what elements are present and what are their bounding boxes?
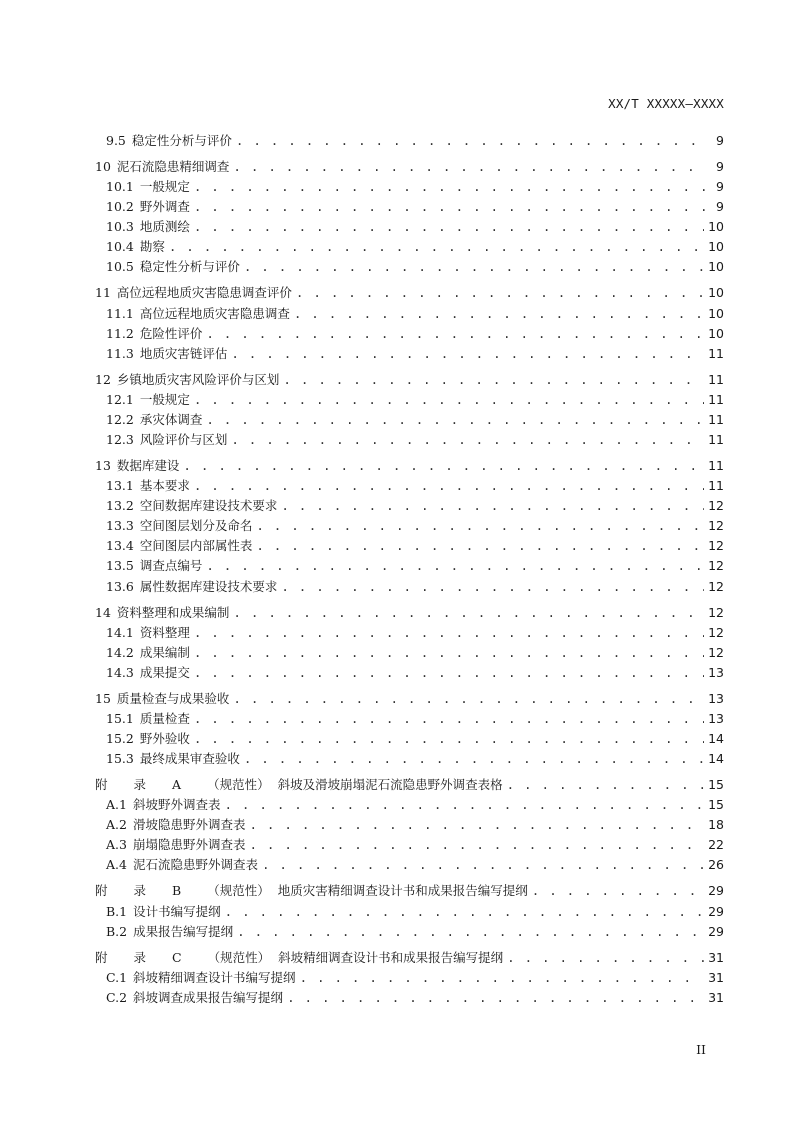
dot-leader bbox=[281, 496, 704, 516]
toc-subsection-entry[interactable] bbox=[92, 643, 724, 663]
toc-page-number: 11 bbox=[708, 478, 724, 494]
toc-subsection-entry[interactable] bbox=[92, 430, 724, 450]
dot-leader bbox=[233, 689, 704, 709]
toc-entry-title bbox=[106, 390, 190, 410]
toc-entry-text: 斜坡野外调查表 bbox=[132, 797, 221, 813]
toc-entry-number: 15.2 bbox=[106, 730, 134, 746]
toc-subsection-entry[interactable] bbox=[92, 344, 724, 364]
toc-entry-text: 地质测绘 bbox=[139, 219, 190, 235]
toc-page-number: 14 bbox=[708, 730, 724, 746]
appendix-word-1: 附 bbox=[95, 949, 108, 965]
toc-entry-title bbox=[106, 988, 283, 1008]
dot-leader bbox=[231, 344, 704, 364]
dot-leader bbox=[233, 157, 706, 177]
toc-entry-number: B.2 bbox=[106, 923, 128, 939]
dot-leader bbox=[256, 516, 704, 536]
toc-entry-title bbox=[106, 922, 233, 942]
toc-entry-title bbox=[106, 536, 252, 556]
toc-entry-title bbox=[106, 835, 245, 855]
dot-leader bbox=[300, 968, 705, 988]
toc-page-number: 12 bbox=[708, 498, 724, 514]
toc-page-number: 11 bbox=[708, 457, 724, 473]
toc-subsection-entry[interactable] bbox=[92, 663, 724, 683]
toc-page-number: 9 bbox=[716, 158, 724, 174]
toc-entry-number: 10.5 bbox=[106, 259, 134, 275]
toc-entry-number: 9.5 bbox=[106, 133, 126, 148]
dot-leader bbox=[225, 902, 704, 922]
toc-entry-number: 11 bbox=[95, 285, 111, 301]
toc-entry-number: 12.2 bbox=[106, 411, 134, 427]
toc-page-number: 12 bbox=[708, 558, 724, 574]
dot-leader bbox=[194, 197, 706, 217]
toc-entry-title bbox=[106, 496, 277, 516]
toc-entry-title bbox=[106, 815, 245, 835]
toc-entry-text: 乡镇地质灾害风险评价与区划 bbox=[116, 371, 280, 387]
appendix-kind: （规范性） bbox=[207, 949, 271, 965]
toc-entry-text: 数据库建设 bbox=[116, 457, 180, 473]
toc-entry-title bbox=[106, 197, 190, 217]
toc-entry-title bbox=[106, 795, 220, 815]
toc-entry-title bbox=[106, 855, 258, 875]
toc-entry-text: 承灾体调查 bbox=[139, 411, 203, 427]
appendix-letter: A bbox=[172, 777, 182, 793]
toc-subsection-entry[interactable] bbox=[92, 556, 724, 576]
appendix-word-1: 附 bbox=[95, 883, 108, 899]
toc-entry-number: A.1 bbox=[106, 797, 127, 813]
dot-leader bbox=[194, 709, 704, 729]
dot-leader bbox=[169, 237, 704, 257]
appendix-title-text: 斜坡精细调查设计书和成果报告编写提纲 bbox=[278, 949, 504, 965]
dot-leader bbox=[244, 749, 704, 769]
toc-subsection-entry[interactable] bbox=[92, 197, 724, 217]
toc-page-number: 9 bbox=[716, 179, 724, 195]
toc-entry-number: 13.5 bbox=[106, 558, 134, 574]
standard-code-header: XX/T XXXXX—XXXX bbox=[608, 96, 724, 111]
appendix-kind: （规范性） bbox=[207, 777, 270, 793]
toc-appendix-title bbox=[95, 775, 503, 795]
toc-entry-title bbox=[106, 324, 202, 344]
dot-leader bbox=[287, 988, 704, 1008]
toc-page-number: 11 bbox=[708, 431, 724, 447]
toc-entry-title bbox=[106, 476, 190, 496]
toc-entry-number: 15 bbox=[95, 690, 111, 706]
toc-entry-number: A.3 bbox=[106, 837, 127, 853]
toc-entry-number: 12 bbox=[95, 371, 111, 387]
toc-page-number: 14 bbox=[708, 751, 724, 767]
toc-entry-title bbox=[106, 709, 190, 729]
toc-appendix-entry[interactable] bbox=[92, 948, 724, 968]
dot-leader bbox=[194, 663, 704, 683]
toc-entry-title bbox=[95, 283, 292, 303]
dot-leader bbox=[231, 430, 704, 450]
toc-entry-number: 13.4 bbox=[106, 538, 134, 554]
toc-page-number: 10 bbox=[708, 325, 724, 341]
page-number: II bbox=[696, 1042, 706, 1057]
dot-leader bbox=[194, 177, 706, 197]
toc-entry-text: 野外验收 bbox=[139, 730, 190, 746]
toc-page-number: 11 bbox=[708, 391, 724, 407]
toc-entry-title bbox=[106, 344, 227, 364]
toc-entry-number: 15.1 bbox=[106, 710, 134, 726]
toc-entry-text: 崩塌隐患野外调查表 bbox=[132, 837, 246, 853]
toc-entry-title bbox=[106, 304, 290, 324]
toc-subsection-entry[interactable] bbox=[92, 709, 724, 729]
toc-entry-number: 14.3 bbox=[106, 664, 134, 680]
toc-subsection-entry[interactable] bbox=[92, 131, 724, 151]
appendix-letter: C bbox=[172, 949, 182, 965]
toc-entry-title bbox=[106, 516, 252, 536]
appendix-word-2: 录 bbox=[133, 777, 147, 793]
dot-leader bbox=[237, 922, 704, 942]
toc-entry-text: 属性数据库建设技术要求 bbox=[139, 578, 278, 594]
toc-entry-title bbox=[106, 410, 202, 430]
toc-page-number: 12 bbox=[708, 644, 724, 660]
toc-page-number: 12 bbox=[708, 578, 724, 594]
toc-entry-title bbox=[106, 902, 221, 922]
toc-entry-number: B.1 bbox=[106, 903, 128, 919]
toc-entry-text: 质量检查 bbox=[139, 710, 190, 726]
toc-entry-text: 风险评价与区划 bbox=[139, 431, 228, 447]
dot-leader bbox=[194, 217, 704, 237]
toc-entry-text: 地质灾害链评估 bbox=[139, 345, 228, 361]
toc-section-entry[interactable] bbox=[92, 603, 724, 623]
toc-entry-title bbox=[106, 556, 202, 576]
toc-entry-text: 危险性评价 bbox=[139, 325, 203, 341]
dot-leader bbox=[183, 456, 704, 476]
toc-appendix-entry[interactable] bbox=[92, 881, 724, 901]
toc-page-number: 22 bbox=[708, 837, 724, 853]
toc-entry-text: 质量检查与成果验收 bbox=[116, 690, 230, 706]
toc-subsection-entry[interactable] bbox=[92, 237, 724, 257]
dot-leader bbox=[507, 775, 705, 795]
toc-subsection-entry[interactable] bbox=[92, 835, 724, 855]
toc-entry-text: 勘察 bbox=[139, 239, 165, 255]
dot-leader bbox=[249, 815, 704, 835]
toc-subsection-entry[interactable] bbox=[92, 902, 724, 922]
appendix-letter: B bbox=[172, 883, 182, 899]
appendix-word-2: 录 bbox=[133, 949, 147, 965]
toc-page-number: 9 bbox=[716, 199, 724, 215]
toc-appendix-title bbox=[95, 948, 503, 968]
toc-page-number: 15 bbox=[708, 777, 724, 793]
toc-subsection-entry[interactable] bbox=[92, 304, 724, 324]
toc-page-number: 10 bbox=[708, 219, 724, 235]
toc-page-number: 13 bbox=[708, 664, 724, 680]
toc-page-number: 12 bbox=[708, 538, 724, 554]
toc-subsection-entry[interactable] bbox=[92, 390, 724, 410]
dot-leader bbox=[294, 304, 704, 324]
toc-entry-text: 设计书编写提纲 bbox=[133, 903, 221, 919]
dot-leader bbox=[281, 577, 704, 597]
toc-page-number: 15 bbox=[708, 797, 724, 813]
toc-page-number: 11 bbox=[708, 371, 724, 387]
toc-appendix-entry[interactable] bbox=[92, 775, 724, 795]
appendix-title-text: 斜坡及滑坡崩塌泥石流隐患野外调查表格 bbox=[277, 777, 503, 793]
toc-entry-text: 空间数据库建设技术要求 bbox=[139, 498, 278, 514]
dot-leader bbox=[532, 881, 704, 901]
toc-entry-number: 10.4 bbox=[106, 239, 134, 255]
dot-leader bbox=[262, 855, 704, 875]
toc-subsection-entry[interactable] bbox=[92, 577, 724, 597]
toc-entry-number: 10.1 bbox=[106, 179, 134, 195]
toc-entry-text: 调查点编号 bbox=[139, 558, 203, 574]
toc-page-number: 31 bbox=[708, 969, 724, 985]
toc-entry-title bbox=[106, 237, 165, 257]
toc-subsection-entry[interactable] bbox=[92, 217, 724, 237]
toc-subsection-entry[interactable] bbox=[92, 795, 724, 815]
toc-section-entry[interactable] bbox=[92, 157, 724, 177]
toc-subsection-entry[interactable] bbox=[92, 623, 724, 643]
toc-section-entry[interactable] bbox=[92, 456, 724, 476]
dot-leader bbox=[224, 795, 704, 815]
toc-entry-text: 空间图层划分及命名 bbox=[139, 518, 253, 534]
dot-leader bbox=[206, 324, 704, 344]
toc-entry-text: 一般规定 bbox=[139, 391, 190, 407]
toc-entry-text: 成果编制 bbox=[139, 644, 190, 660]
toc-subsection-entry[interactable] bbox=[92, 968, 724, 988]
toc-entry-text: 高位远程地质灾害隐患调查 bbox=[139, 305, 290, 321]
toc-page-number: 12 bbox=[708, 624, 724, 640]
appendix-kind: （规范性） bbox=[207, 883, 270, 899]
toc-subsection-entry[interactable] bbox=[92, 324, 724, 344]
toc-subsection-entry[interactable] bbox=[92, 749, 724, 769]
toc-entry-title bbox=[95, 157, 229, 177]
toc-entry-text: 野外调查 bbox=[139, 199, 190, 215]
toc-entry-text: 基本要求 bbox=[139, 478, 190, 494]
toc-page-number: 11 bbox=[708, 345, 724, 361]
toc-entry-text: 成果报告编写提纲 bbox=[133, 923, 234, 939]
toc-entry-number: 13 bbox=[95, 457, 111, 473]
toc-page-number: 13 bbox=[708, 690, 724, 706]
appendix-word-1: 附 bbox=[95, 777, 108, 793]
table-of-contents bbox=[92, 131, 724, 1008]
toc-page-number: 26 bbox=[708, 857, 724, 873]
toc-entry-number: 13.2 bbox=[106, 498, 134, 514]
toc-page-number: 13 bbox=[708, 710, 724, 726]
toc-entry-text: 成果提交 bbox=[139, 664, 190, 680]
toc-entry-number: C.1 bbox=[106, 969, 128, 985]
toc-entry-title bbox=[106, 643, 190, 663]
dot-leader bbox=[206, 556, 704, 576]
dot-leader bbox=[244, 257, 704, 277]
toc-entry-title bbox=[106, 749, 240, 769]
toc-entry-text: 空间图层内部属性表 bbox=[139, 538, 253, 554]
toc-entry-number: 10.3 bbox=[106, 219, 134, 235]
toc-entry-number: 12.1 bbox=[106, 391, 134, 407]
appendix-title-text: 地质灾害精细调查设计书和成果报告编写提纲 bbox=[277, 883, 528, 899]
toc-entry-title bbox=[106, 430, 227, 450]
toc-entry-text: 滑坡隐患野外调查表 bbox=[132, 817, 246, 833]
toc-subsection-entry[interactable] bbox=[92, 815, 724, 835]
toc-entry-title bbox=[106, 663, 190, 683]
toc-entry-number: A.4 bbox=[106, 857, 127, 873]
toc-subsection-entry[interactable] bbox=[92, 855, 724, 875]
toc-entry-text: 斜坡调查成果报告编写提纲 bbox=[133, 989, 284, 1005]
dot-leader bbox=[194, 390, 704, 410]
toc-entry-number: 10 bbox=[95, 158, 111, 174]
toc-page-number: 31 bbox=[708, 989, 724, 1005]
toc-entry-title bbox=[106, 177, 190, 197]
toc-entry-text: 稳定性分析与评价 bbox=[131, 133, 232, 148]
toc-page-number: 12 bbox=[708, 604, 724, 620]
toc-entry-text: 一般规定 bbox=[139, 179, 190, 195]
toc-subsection-entry[interactable] bbox=[92, 410, 724, 430]
toc-entry-text: 斜坡精细调查设计书编写提纲 bbox=[133, 969, 296, 985]
toc-entry-number: 14.2 bbox=[106, 644, 134, 660]
toc-entry-title bbox=[95, 456, 179, 476]
toc-subsection-entry[interactable] bbox=[92, 496, 724, 516]
dot-leader bbox=[507, 948, 704, 968]
toc-entry-text: 资料整理 bbox=[139, 624, 190, 640]
toc-subsection-entry[interactable] bbox=[92, 476, 724, 496]
dot-leader bbox=[233, 603, 704, 623]
toc-subsection-entry[interactable] bbox=[92, 922, 724, 942]
toc-entry-text: 高位远程地质灾害隐患调查评价 bbox=[116, 285, 292, 301]
dot-leader bbox=[194, 623, 704, 643]
dot-leader bbox=[194, 476, 704, 496]
toc-entry-number: 14.1 bbox=[106, 624, 134, 640]
toc-appendix-title bbox=[95, 881, 528, 901]
toc-entry-number: 11.2 bbox=[106, 325, 134, 341]
dot-leader bbox=[236, 131, 706, 151]
toc-entry-number: 11.1 bbox=[106, 305, 134, 321]
toc-section-entry[interactable] bbox=[92, 283, 724, 303]
toc-entry-text: 资料整理和成果编制 bbox=[116, 604, 230, 620]
dot-leader bbox=[194, 643, 704, 663]
dot-leader bbox=[256, 536, 704, 556]
toc-page-number: 9 bbox=[716, 133, 724, 148]
toc-page-number: 29 bbox=[708, 903, 724, 919]
toc-section-entry[interactable] bbox=[92, 689, 724, 709]
toc-entry-text: 泥石流隐患野外调查表 bbox=[132, 857, 258, 873]
toc-subsection-entry[interactable] bbox=[92, 516, 724, 536]
toc-entry-number: 15.3 bbox=[106, 751, 134, 767]
toc-entry-title bbox=[95, 370, 279, 390]
toc-entry-number: 14 bbox=[95, 604, 111, 620]
toc-subsection-entry[interactable] bbox=[92, 536, 724, 556]
toc-entry-title bbox=[106, 577, 277, 597]
toc-entry-number: 12.3 bbox=[106, 431, 134, 447]
toc-entry-title bbox=[106, 729, 190, 749]
toc-page-number: 29 bbox=[708, 883, 724, 899]
toc-entry-title bbox=[106, 131, 232, 151]
toc-entry-title bbox=[95, 603, 229, 623]
dot-leader bbox=[283, 370, 704, 390]
toc-page-number: 11 bbox=[708, 411, 724, 427]
toc-subsection-entry[interactable] bbox=[92, 729, 724, 749]
toc-entry-number: 10.2 bbox=[106, 199, 134, 215]
toc-entry-title bbox=[106, 217, 190, 237]
toc-entry-text: 泥石流隐患精细调查 bbox=[116, 158, 230, 174]
toc-entry-number: 13.6 bbox=[106, 578, 134, 594]
toc-entry-number: C.2 bbox=[106, 989, 128, 1005]
toc-page-number: 18 bbox=[708, 817, 724, 833]
toc-entry-title bbox=[106, 968, 296, 988]
toc-subsection-entry[interactable] bbox=[92, 177, 724, 197]
toc-page-number: 10 bbox=[708, 239, 724, 255]
toc-section-entry[interactable] bbox=[92, 370, 724, 390]
toc-entry-number: A.2 bbox=[106, 817, 127, 833]
toc-entry-number: 11.3 bbox=[106, 345, 134, 361]
toc-page-number: 29 bbox=[708, 923, 724, 939]
toc-subsection-entry[interactable] bbox=[92, 257, 724, 277]
toc-page-number: 12 bbox=[708, 518, 724, 534]
toc-entry-number: 13.1 bbox=[106, 478, 134, 494]
dot-leader bbox=[296, 283, 704, 303]
toc-entry-number: 13.3 bbox=[106, 518, 134, 534]
toc-entry-text: 稳定性分析与评价 bbox=[139, 259, 240, 275]
dot-leader bbox=[194, 729, 704, 749]
toc-entry-title bbox=[106, 623, 190, 643]
dot-leader bbox=[206, 410, 704, 430]
toc-page-number: 31 bbox=[708, 949, 724, 965]
toc-subsection-entry[interactable] bbox=[92, 988, 724, 1008]
toc-page-number: 10 bbox=[708, 285, 724, 301]
toc-page-number: 10 bbox=[708, 305, 724, 321]
dot-leader bbox=[249, 835, 704, 855]
toc-entry-title bbox=[95, 689, 229, 709]
toc-entry-text: 最终成果审查验收 bbox=[139, 751, 240, 767]
appendix-word-2: 录 bbox=[133, 883, 147, 899]
toc-entry-title bbox=[106, 257, 240, 277]
toc-page-number: 10 bbox=[708, 259, 724, 275]
